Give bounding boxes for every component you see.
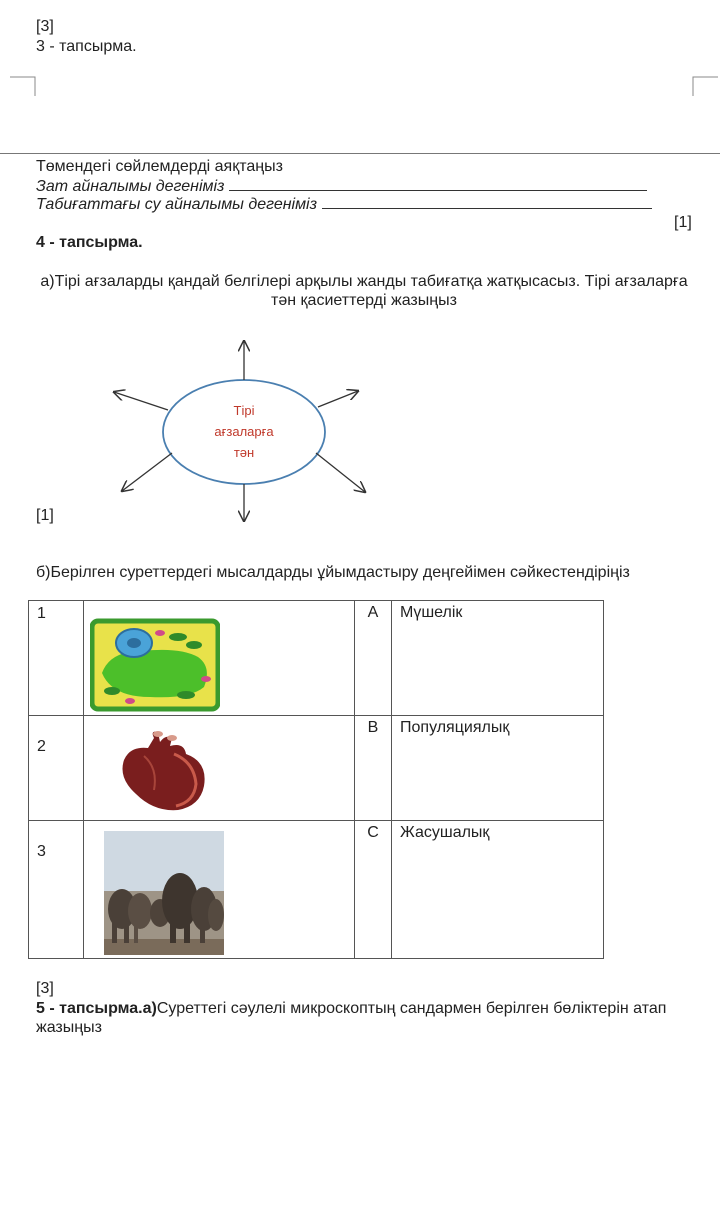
image-cell xyxy=(84,821,355,959)
task4-question-a: а)Тірі ағзаларды қандай белгілері арқылы жанды табиғатқа жатқысасыз. Тірі ағзаларға тән қасиеттерді жазыңыз xyxy=(40,273,688,309)
task3-instruction: Төмендегі сөйлемдерді аяқтаңыз xyxy=(36,158,283,175)
answer-blank-2[interactable] xyxy=(322,194,652,209)
task5-text: Суреттегі сәулелі микроскоптың сандармен берілген бөліктерін атап жазыңыз xyxy=(36,1000,667,1036)
task3-title: 3 - тапсырма. xyxy=(36,38,137,55)
answer-blank-1[interactable] xyxy=(229,176,647,191)
task5-title: 5 - тапсырма. xyxy=(36,1000,143,1017)
task4-title: 4 - тапсырма. xyxy=(36,234,143,251)
row-number: 2 xyxy=(29,716,84,821)
table-row xyxy=(29,821,604,959)
level-name: Популяциялық xyxy=(392,716,604,821)
table-row xyxy=(29,601,604,716)
score-top: [3] xyxy=(36,18,54,35)
row-number: 1 xyxy=(29,601,84,716)
level-name: Жасушалық xyxy=(392,821,604,959)
elephant-herd-image xyxy=(104,831,224,955)
task5-prefix: а) xyxy=(142,1000,157,1017)
matching-table xyxy=(28,600,604,959)
task5-question xyxy=(36,999,686,1037)
heart-image xyxy=(114,728,214,814)
task4-score-a: [1] xyxy=(36,507,54,524)
page-corner-mark-right xyxy=(692,76,718,96)
table-row xyxy=(29,716,604,821)
ellipse-arrow-diagram xyxy=(100,335,380,530)
task3-line2-text: Табиғаттағы су айналымы дегеніміз xyxy=(36,196,318,213)
level-letter: C xyxy=(355,821,392,959)
ellipse-text-line1: Тірі xyxy=(233,403,255,418)
arrow-lower-right xyxy=(316,453,365,492)
arrow-upper-right xyxy=(318,391,358,407)
task3-line1 xyxy=(36,176,666,196)
plant-cell-image xyxy=(90,617,220,713)
page-break-line xyxy=(0,153,720,154)
ellipse-text-line3: тән xyxy=(233,445,255,460)
page-corner-mark-left xyxy=(10,76,36,96)
image-cell xyxy=(84,601,355,716)
task4-question-b: б)Берілген суреттердегі мысалдарды ұйымдастыру деңгейімен сәйкестендіріңіз xyxy=(36,564,630,581)
level-name: Мүшелік xyxy=(392,601,604,716)
row-number: 3 xyxy=(29,821,84,959)
task3-line2 xyxy=(36,194,666,214)
level-letter: A xyxy=(355,601,392,716)
ellipse-text-line2: ағзаларға xyxy=(214,424,274,439)
arrow-lower-left xyxy=(122,453,172,491)
arrow-upper-left xyxy=(114,392,168,410)
task3-line1-text: Зат айналымы дегеніміз xyxy=(36,178,225,195)
image-cell xyxy=(84,716,355,821)
task4-score-b: [3] xyxy=(36,980,54,997)
level-letter: B xyxy=(355,716,392,821)
task3-score: [1] xyxy=(674,214,692,231)
